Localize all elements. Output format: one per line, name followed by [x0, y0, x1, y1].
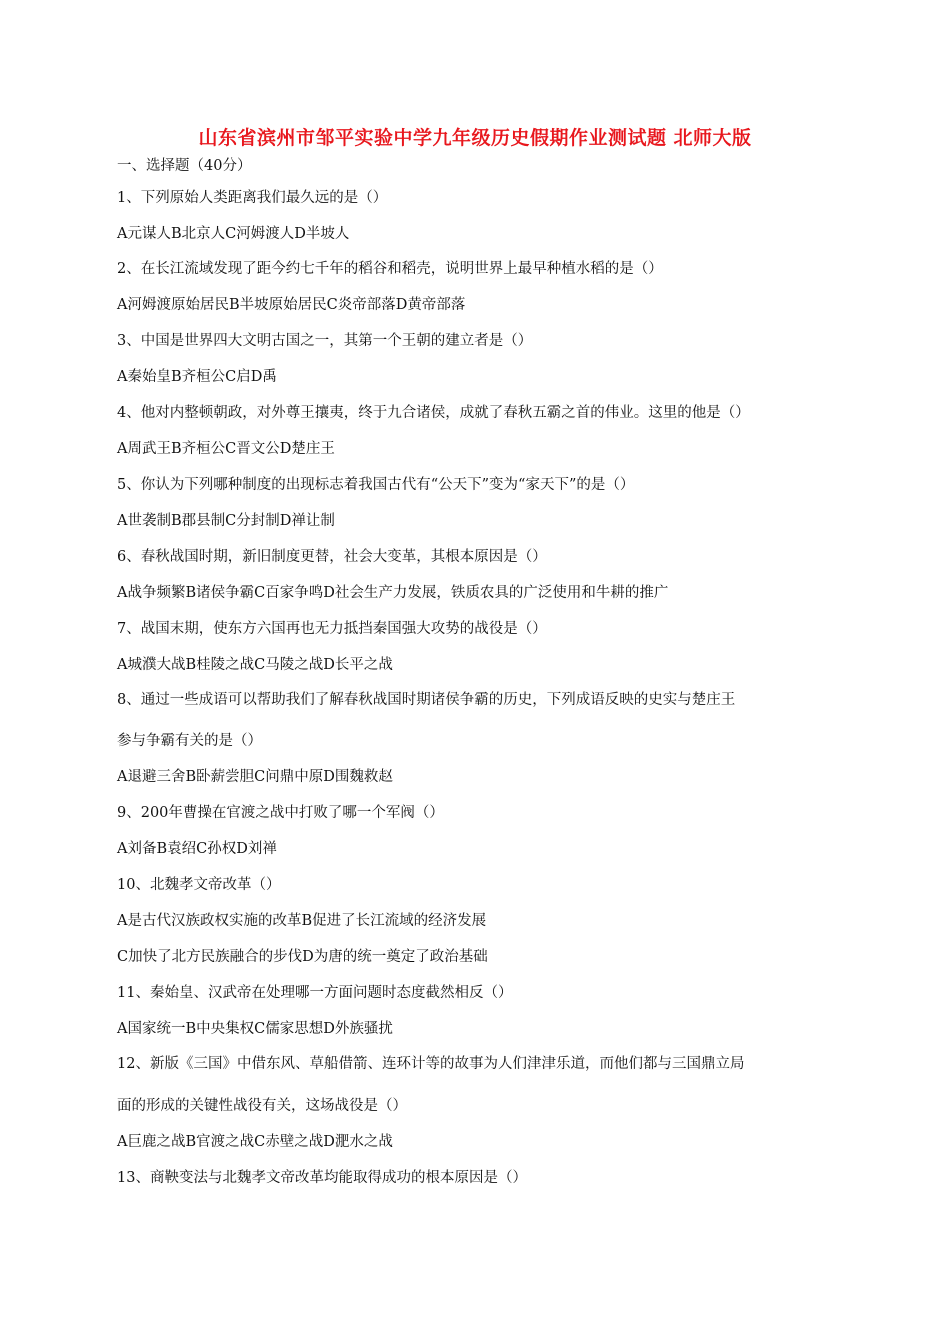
text-line: 2、在长江流域发现了距今约七千年的稻谷和稻壳，说明世界上最早种植水稻的是（） [117, 261, 663, 277]
text-line: 1、下列原始人类距离我们最久远的是（） [117, 190, 388, 206]
text-line: C加快了北方民族融合的步伐D为唐的统一奠定了政治基础 [117, 949, 488, 965]
text-line: 12、新版《三国》中借东风、草船借箭、连环计等的故事为人们津津乐道，而他们都与三国鼎立局 [117, 1056, 745, 1072]
text-line: 参与争霸有关的是（） [117, 733, 262, 749]
text-line: A河姆渡原始居民B半坡原始居民C炎帝部落D黄帝部落 [117, 297, 466, 313]
text-line: 9、200年曹操在官渡之战中打败了哪一个军阀（） [117, 805, 444, 821]
text-line: A秦始皇B齐桓公C启D禹 [117, 369, 277, 385]
text-line: 3、中国是世界四大文明古国之一，其第一个王朝的建立者是（） [117, 333, 533, 349]
text-line: 5、你认为下列哪种制度的出现标志着我国古代有“公天下”变为“家天下”的是（） [117, 477, 635, 493]
text-line: 8、通过一些成语可以帮助我们了解春秋战国时期诸侯争霸的历史，下列成语反映的史实与楚庄王 [117, 692, 736, 708]
text-line: 6、春秋战国时期，新旧制度更替，社会大变革，其根本原因是（） [117, 549, 547, 565]
text-line: A是古代汉族政权实施的改革B促进了长江流域的经济发展 [117, 913, 487, 929]
text-line: 4、他对内整顿朝政，对外尊王攘夷，终于九合诸侯，成就了春秋五霸之首的伟业。这里的他是（） [117, 405, 750, 421]
text-line: A退避三舍B卧薪尝胆C问鼎中原D围魏救赵 [117, 769, 393, 785]
text-line: A战争频繁B诸侯争霸C百家争鸣D社会生产力发展，铁质农具的广泛使用和牛耕的推广 [117, 585, 669, 601]
section-heading: 一、选择题（40分） [117, 158, 252, 174]
text-line: A国家统一B中央集权C儒家思想D外族骚扰 [117, 1021, 393, 1037]
document-title: 山东省滨州市邹平实验中学九年级历史假期作业测试题 北师大版 [198, 127, 752, 149]
text-line: 10、北魏孝文帝改革（） [117, 877, 281, 893]
text-line: A元谋人B北京人C河姆渡人D半坡人 [117, 226, 350, 242]
text-line: 13、商鞅变法与北魏孝文帝改革均能取得成功的根本原因是（） [117, 1170, 527, 1186]
text-line: A巨鹿之战B官渡之战C赤壁之战D淝水之战 [117, 1134, 393, 1150]
text-line: A世袭制B郡县制C分封制D禅让制 [117, 513, 335, 529]
text-line: A周武王B齐桓公C晋文公D楚庄王 [117, 441, 335, 457]
text-line: 11、秦始皇、汉武帝在处理哪一方面问题时态度截然相反（） [117, 985, 513, 1001]
text-line: 面的形成的关键性战役有关，这场战役是（） [117, 1098, 407, 1114]
text-line: A城濮大战B桂陵之战C马陵之战D长平之战 [117, 657, 393, 673]
text-line: 7、战国末期，使东方六国再也无力抵挡秦国强大攻势的战役是（） [117, 621, 547, 637]
text-line: A刘备B袁绍C孙权D刘禅 [117, 841, 277, 857]
